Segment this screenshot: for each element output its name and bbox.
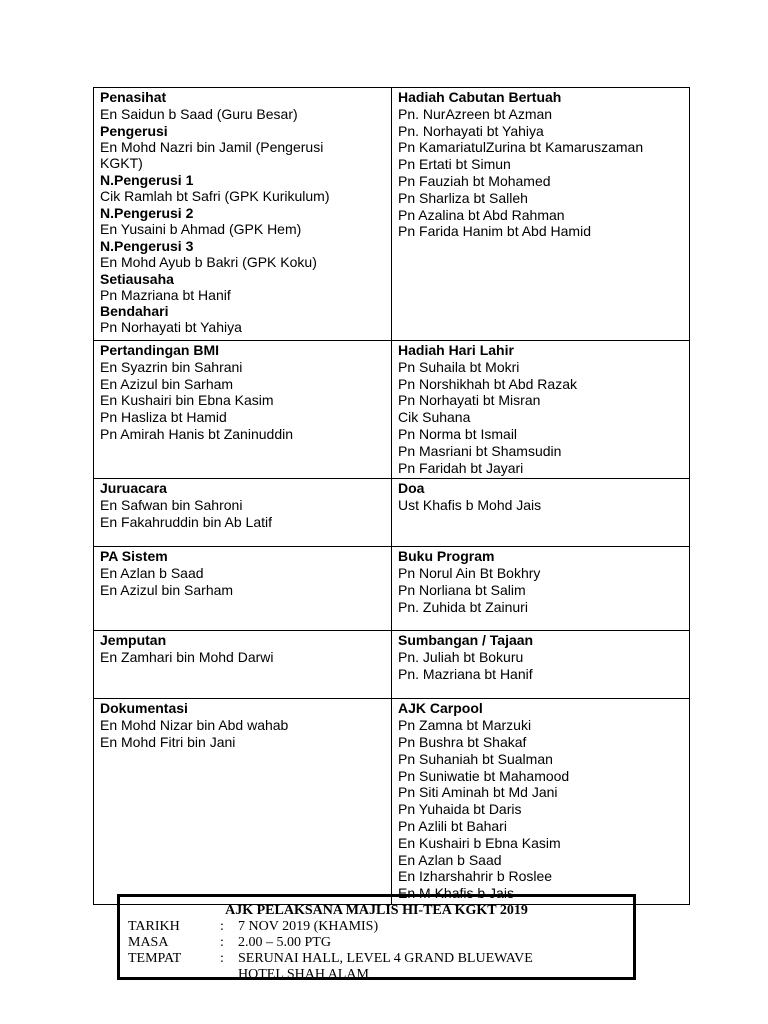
date-label: TARIKH — [128, 919, 180, 934]
event-info-box — [117, 894, 636, 980]
time-colon: : — [220, 935, 224, 950]
date-colon: : — [220, 919, 224, 934]
committee-role: Pengerusi — [100, 122, 168, 139]
committee-member: Pn Farida Hanim bt Abd Hamid — [398, 223, 591, 240]
committee-member: En Mohd Nizar bin Abd wahab — [100, 717, 289, 734]
committee-role: N.Pengerusi 2 — [100, 204, 194, 221]
event-row-time — [120, 935, 633, 951]
committee-cell-left — [94, 547, 392, 631]
committee-member: Pn Faridah bt Jayari — [398, 459, 524, 476]
committee-member: En Kushairi bin Ebna Kasim — [100, 392, 274, 409]
committee-member: Pn Zamna bt Marzuki — [398, 717, 532, 734]
committee-member: En Fakahruddin bin Ab Latif — [100, 513, 273, 530]
committee-member: Pn. Mazriana bt Hanif — [398, 665, 533, 682]
committee-row — [94, 547, 690, 631]
time-label: MASA — [128, 935, 169, 950]
committee-table-body — [94, 88, 690, 905]
committee-member: Pn Suhaniah bt Sualman — [398, 750, 553, 767]
committee-member: Pn Norul Ain Bt Bokhry — [398, 565, 541, 582]
committee-role: Jemputan — [100, 632, 167, 649]
committee-role: Hadiah Hari Lahir — [398, 342, 514, 358]
committee-cell-left — [94, 479, 392, 547]
committee-role: N.Pengerusi 1 — [100, 172, 194, 189]
committee-cell-right — [392, 479, 690, 547]
committee-role: Hadiah Cabutan Bertuah — [398, 89, 562, 105]
venue-cont-value: HOTEL SHAH ALAM — [238, 967, 369, 980]
committee-member: Pn Norhayati bt Yahiya — [100, 319, 242, 336]
committee-cell-left — [94, 341, 392, 479]
committee-row — [94, 341, 690, 479]
committee-member: En Kushairi b Ebna Kasim — [398, 834, 561, 851]
committee-row — [94, 699, 690, 905]
committee-cell-left — [94, 88, 392, 341]
committee-member: KGKT) — [100, 155, 143, 172]
committee-member: Pn Suniwatie bt Mahamood — [398, 767, 570, 784]
venue-label: TEMPAT — [128, 951, 182, 966]
committee-member: Pn Hasliza bt Hamid — [100, 409, 227, 426]
committee-member: Pn Amirah Hanis bt Zaninuddin — [100, 425, 293, 442]
committee-member: Pn Azalina bt Abd Rahman — [398, 206, 565, 223]
committee-cell-right — [392, 88, 690, 341]
committee-member: Pn Mazriana bt Hanif — [100, 286, 231, 303]
committee-member: En Mohd Nazri bin Jamil (Pengerusi — [100, 138, 324, 155]
committee-cell-right — [392, 547, 690, 631]
committee-member: Pn. NurAzreen bt Azman — [398, 105, 553, 122]
committee-member: En Azlan b Saad — [100, 565, 204, 582]
committee-role: Dokumentasi — [100, 700, 188, 717]
committee-member: Pn Yuhaida bt Daris — [398, 801, 522, 818]
committee-cell-right — [392, 699, 690, 905]
committee-member: Pn Siti Aminah bt Md Jani — [398, 784, 558, 801]
event-title: AJK PELAKSANA MAJLIS HI-TEA KGKT 2019 — [225, 903, 528, 918]
committee-member: Pn Fauziah bt Mohamed — [398, 172, 551, 189]
venue-value: SERUNAI HALL, LEVEL 4 GRAND BLUEWAVE — [238, 951, 533, 966]
committee-cell-right — [392, 631, 690, 699]
committee-role: Doa — [398, 480, 425, 497]
committee-role: Buku Program — [398, 548, 495, 565]
committee-member: Pn Azlili bt Bahari — [398, 817, 507, 834]
committee-table — [93, 87, 690, 905]
committee-member: En Azizul bin Sarham — [100, 581, 234, 598]
committee-member: En Yusaini b Ahmad (GPK Hem) — [100, 220, 302, 237]
committee-role: Juruacara — [100, 480, 167, 497]
committee-cell-right — [392, 341, 690, 479]
committee-row — [94, 479, 690, 547]
event-row-venue-cont — [120, 967, 633, 980]
committee-member: Pn. Juliah bt Bokuru — [398, 649, 524, 666]
committee-role: PA Sistem — [100, 548, 168, 565]
committee-member: En Azizul bin Sarham — [100, 375, 234, 392]
time-value: 2.00 – 5.00 PTG — [238, 935, 331, 950]
committee-member: Cik Ramlah bt Safri (GPK Kurikulum) — [100, 188, 330, 205]
committee-member: Pn Norliana bt Salim — [398, 581, 526, 598]
committee-member: En Saidun b Saad (Guru Besar) — [100, 105, 298, 122]
committee-cell-left — [94, 631, 392, 699]
committee-role: Sumbangan / Tajaan — [398, 632, 534, 649]
committee-member: En Syazrin bin Sahrani — [100, 358, 243, 375]
committee-member: Pn Norma bt Ismail — [398, 425, 518, 442]
committee-member: En Zamhari bin Mohd Darwi — [100, 649, 274, 666]
committee-member: Pn Suhaila bt Mokri — [398, 358, 520, 375]
committee-member: En M Khafis b Jais — [398, 885, 514, 902]
committee-member: Pn Masriani bt Shamsudin — [398, 442, 562, 459]
committee-member: Pn. Zuhida bt Zainuri — [398, 598, 528, 615]
venue-colon: : — [220, 951, 224, 966]
committee-member: Pn. Norhayati bt Yahiya — [398, 122, 544, 139]
committee-member: En Safwan bin Sahroni — [100, 497, 243, 514]
committee-member: Pn Sharliza bt Salleh — [398, 189, 528, 206]
committee-member: En Izharshahrir b Roslee — [398, 868, 553, 885]
committee-row — [94, 88, 690, 341]
committee-cell-left — [94, 699, 392, 905]
committee-member: Cik Suhana — [398, 409, 471, 426]
committee-role: N.Pengerusi 3 — [100, 237, 194, 254]
committee-member: En Mohd Fitri bin Jani — [100, 733, 236, 750]
committee-member: Pn Norhayati bt Misran — [398, 392, 541, 409]
event-row-venue — [120, 951, 633, 967]
committee-role: Penasihat — [100, 89, 167, 105]
date-value: 7 NOV 2019 (KHAMIS) — [238, 919, 379, 934]
committee-member: Pn Ertati bt Simun — [398, 156, 511, 173]
committee-member: En Azlan b Saad — [398, 851, 502, 868]
committee-role: AJK Carpool — [398, 700, 483, 717]
committee-row — [94, 631, 690, 699]
committee-member: En Mohd Ayub b Bakri (GPK Koku) — [100, 253, 317, 270]
event-row-date — [120, 919, 633, 935]
committee-member: Pn KamariatulZurina bt Kamaruszaman — [398, 139, 644, 156]
committee-role: Pertandingan BMI — [100, 342, 220, 358]
committee-member: Pn Bushra bt Shakaf — [398, 733, 527, 750]
committee-role: Setiausaha — [100, 270, 174, 287]
committee-role: Bendahari — [100, 303, 169, 320]
committee-member: Ust Khafis b Mohd Jais — [398, 497, 542, 514]
committee-member: Pn Norshikhah bt Abd Razak — [398, 375, 577, 392]
